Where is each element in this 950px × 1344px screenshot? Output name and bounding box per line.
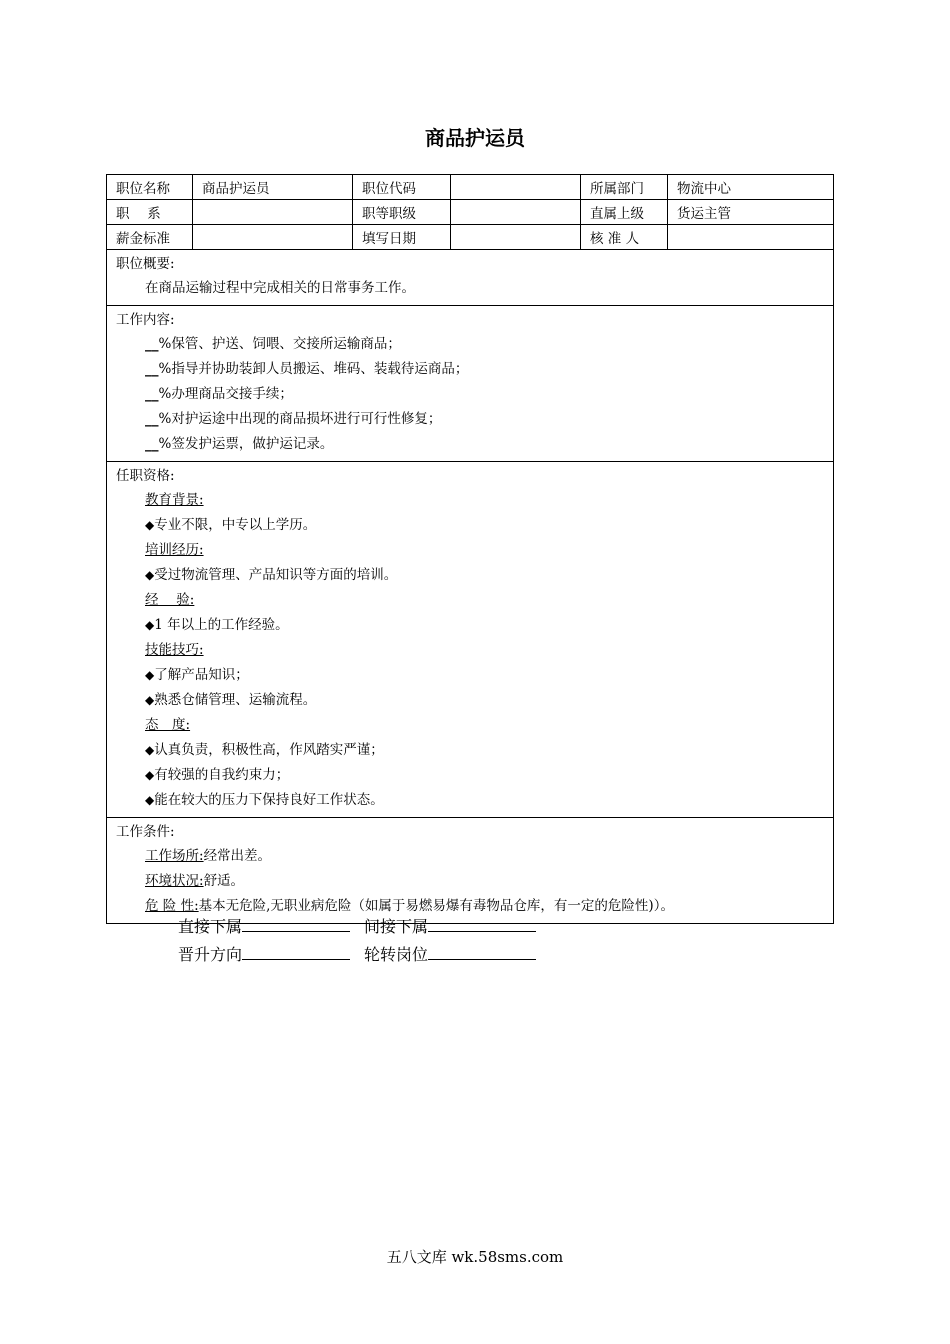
label-fill-date: 填写日期 xyxy=(353,225,451,250)
list-item xyxy=(116,432,824,457)
environment-value: 舒适。 xyxy=(203,873,245,889)
value-approver xyxy=(668,225,834,250)
value-position-name: 商品护运员 xyxy=(193,175,353,200)
percent-blank: __ xyxy=(145,361,159,377)
label-department: 所属部门 xyxy=(581,175,668,200)
diamond-bullet-icon: ◆ xyxy=(145,568,155,582)
overview-text: 在商品运输过程中完成相关的日常事务工作。 xyxy=(145,280,415,296)
percent-blank: __ xyxy=(145,436,159,452)
label-job-family: 职 系 xyxy=(107,200,193,225)
training-label: 培训经历: xyxy=(145,542,204,558)
list-item xyxy=(116,844,824,869)
promotion-blank xyxy=(242,945,350,960)
diamond-bullet-icon: ◆ xyxy=(145,793,155,807)
attitude-label: 态 度: xyxy=(145,717,191,733)
table-row xyxy=(107,225,834,250)
conditions-heading: 工作条件: xyxy=(116,824,175,840)
percent-blank: __ xyxy=(145,411,159,427)
duties-heading: 工作内容: xyxy=(116,312,175,328)
value-department: 物流中心 xyxy=(668,175,834,200)
qualification-text: 熟悉仓储管理、运输流程。 xyxy=(154,692,317,708)
qualification-text: 了解产品知识； xyxy=(154,667,249,683)
qualification-text: 有较强的自我约束力； xyxy=(154,767,290,783)
percent-blank: __ xyxy=(145,386,159,402)
indirect-subordinates-blank xyxy=(428,917,536,932)
risk-value: 基本无危险,无职业病危险（如属于易燃易爆有毒物品仓库，有一定的危险性)）。 xyxy=(198,898,674,914)
value-supervisor: 货运主管 xyxy=(668,200,834,225)
subordinates-line xyxy=(178,914,536,937)
table-row xyxy=(107,200,834,225)
place-value: 经常出差。 xyxy=(203,848,272,864)
place-label: 工作场所: xyxy=(145,848,204,864)
label-salary: 薪金标准 xyxy=(107,225,193,250)
skills-label: 技能技巧: xyxy=(145,642,204,658)
list-item xyxy=(116,688,824,713)
qualifications-section xyxy=(107,462,834,818)
duties-section xyxy=(107,306,834,462)
label-grade: 职等职级 xyxy=(353,200,451,225)
qualification-text: 受过物流管理、产品知识等方面的培训。 xyxy=(154,567,398,583)
rotation-blank xyxy=(428,945,536,960)
list-item xyxy=(116,332,824,357)
label-position-name: 职位名称 xyxy=(107,175,193,200)
list-item xyxy=(116,407,824,432)
direct-subordinates-blank xyxy=(242,917,350,932)
diamond-bullet-icon: ◆ xyxy=(145,668,155,682)
table-row xyxy=(107,175,834,200)
list-item xyxy=(116,613,824,638)
overview-heading: 职位概要: xyxy=(116,256,175,272)
duty-text: %保管、护送、饲喂、交接所运输商品； xyxy=(158,336,401,352)
rotation-label: 轮转岗位 xyxy=(364,945,429,964)
job-description-table xyxy=(106,174,834,924)
conditions-section xyxy=(107,818,834,924)
footer-watermark: 五八文库 wk.58sms.com xyxy=(386,1248,564,1266)
label-approver: 核 准 人 xyxy=(581,225,668,250)
value-grade xyxy=(451,200,581,225)
list-item xyxy=(116,563,824,588)
qualification-text: 专业不限，中专以上学历。 xyxy=(154,517,317,533)
qualification-text: 1 年以上的工作经验。 xyxy=(154,617,289,633)
list-item xyxy=(116,663,824,688)
experience-label: 经 验: xyxy=(145,592,195,608)
list-item xyxy=(116,869,824,894)
qualification-text: 认真负责，积极性高，作风踏实严谨； xyxy=(154,742,384,758)
list-item xyxy=(116,382,824,407)
environment-label: 环境状况: xyxy=(145,873,204,889)
value-fill-date xyxy=(451,225,581,250)
career-line xyxy=(178,942,536,965)
value-salary xyxy=(193,225,353,250)
label-position-code: 职位代码 xyxy=(353,175,451,200)
direct-subordinates-label: 直接下属 xyxy=(178,917,243,936)
diamond-bullet-icon: ◆ xyxy=(145,518,155,532)
value-job-family xyxy=(193,200,353,225)
list-item xyxy=(116,513,824,538)
duty-text: %签发护运票，做护运记录。 xyxy=(158,436,334,452)
duty-text: %指导并协助装卸人员搬运、堆码、装载待运商品； xyxy=(158,361,469,377)
duty-text: %对护运途中出现的商品损坏进行可行性修复； xyxy=(158,411,442,427)
overview-section xyxy=(107,250,834,306)
percent-blank: __ xyxy=(145,336,159,352)
list-item xyxy=(116,357,824,382)
duty-text: %办理商品交接手续； xyxy=(158,386,293,402)
indirect-subordinates-label: 间接下属 xyxy=(364,917,429,936)
qualification-text: 能在较大的压力下保持良好工作状态。 xyxy=(154,792,384,808)
diamond-bullet-icon: ◆ xyxy=(145,693,155,707)
label-supervisor: 直属上级 xyxy=(581,200,668,225)
diamond-bullet-icon: ◆ xyxy=(145,768,155,782)
list-item xyxy=(116,788,824,813)
list-item xyxy=(116,738,824,763)
diamond-bullet-icon: ◆ xyxy=(145,618,155,632)
list-item xyxy=(116,763,824,788)
diamond-bullet-icon: ◆ xyxy=(145,743,155,757)
education-label: 教育背景: xyxy=(145,492,204,508)
value-position-code xyxy=(451,175,581,200)
risk-label: 危 险 性: xyxy=(145,898,199,914)
promotion-label: 晋升方向 xyxy=(178,945,243,964)
qualifications-heading: 任职资格: xyxy=(116,468,175,484)
page-title: 商品护运员 xyxy=(425,126,525,150)
